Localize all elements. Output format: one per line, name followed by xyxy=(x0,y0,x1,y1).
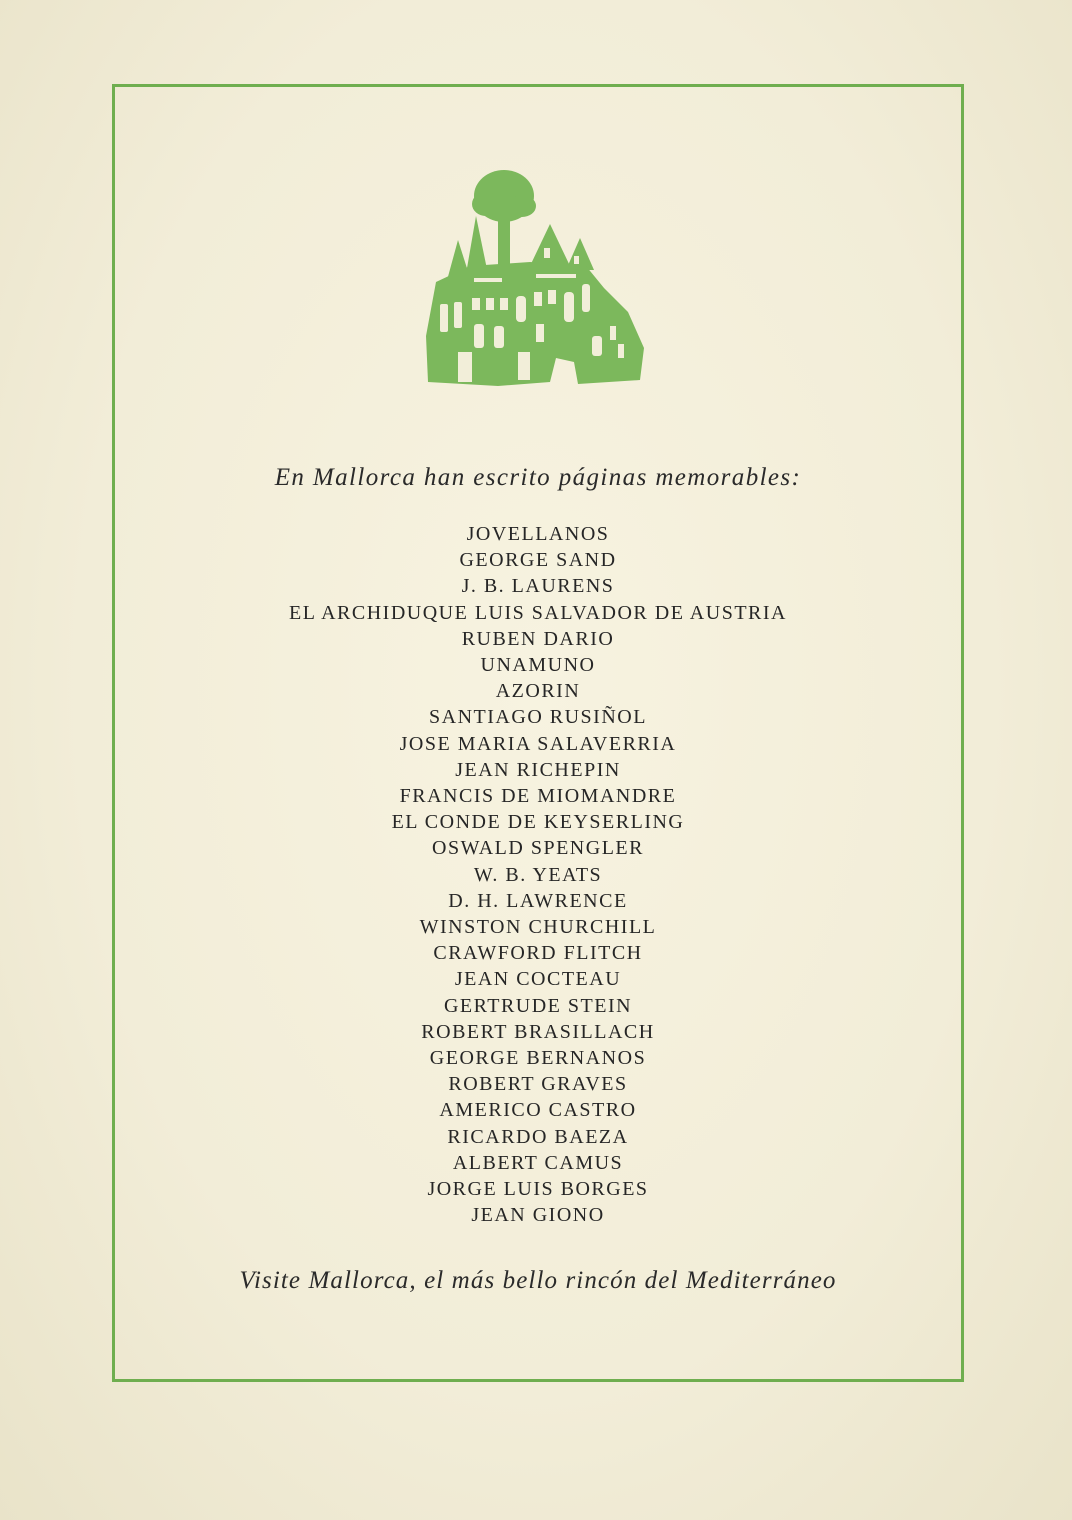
author-name: GERTRUDE STEIN xyxy=(443,994,633,1017)
author-name: J. B. LAURENS xyxy=(461,575,615,598)
author-name: FRANCIS DE MIOMANDRE xyxy=(399,785,677,808)
author-name: GEORGE SAND xyxy=(459,549,617,572)
author-list xyxy=(112,521,964,1228)
author-name: JEAN RICHEPIN xyxy=(455,758,621,781)
author-name: OSWALD SPENGLER xyxy=(432,837,644,860)
author-name: ROBERT GRAVES xyxy=(448,1073,628,1096)
closing-slogan: Visite Mallorca, el más bello rincón del Mediterráneo xyxy=(239,1267,837,1294)
author-name: RICARDO BAEZA xyxy=(447,1125,629,1148)
author-name: AZORIN xyxy=(495,680,581,703)
author-name: AMERICO CASTRO xyxy=(439,1099,637,1122)
author-name: EL CONDE DE KEYSERLING xyxy=(391,811,685,834)
author-name: JEAN COCTEAU xyxy=(454,968,622,991)
author-name: CRAWFORD FLITCH xyxy=(433,942,643,965)
author-name: ROBERT BRASILLACH xyxy=(421,1020,655,1043)
author-name: ALBERT CAMUS xyxy=(452,1151,624,1174)
author-name: JORGE LUIS BORGES xyxy=(427,1178,649,1201)
intro-heading: En Mallorca han escrito páginas memorables: xyxy=(274,464,802,491)
author-name: WINSTON CHURCHILL xyxy=(419,916,657,939)
author-name: W. B. YEATS xyxy=(473,863,603,886)
village-tree-woodcut-icon xyxy=(418,166,650,388)
author-name: JOVELLANOS xyxy=(466,523,610,545)
author-name: D. H. LAWRENCE xyxy=(448,889,628,912)
author-name: JOSE MARIA SALAVERRIA xyxy=(399,732,677,755)
author-name: SANTIAGO RUSIÑOL xyxy=(429,706,647,729)
author-name: JEAN GIONO xyxy=(471,1204,605,1227)
author-name: UNAMUNO xyxy=(480,654,596,677)
author-name: GEORGE BERNANOS xyxy=(429,1047,647,1070)
author-name: EL ARCHIDUQUE LUIS SALVADOR DE AUSTRIA xyxy=(289,601,787,624)
author-name: RUBEN DARIO xyxy=(461,627,615,650)
